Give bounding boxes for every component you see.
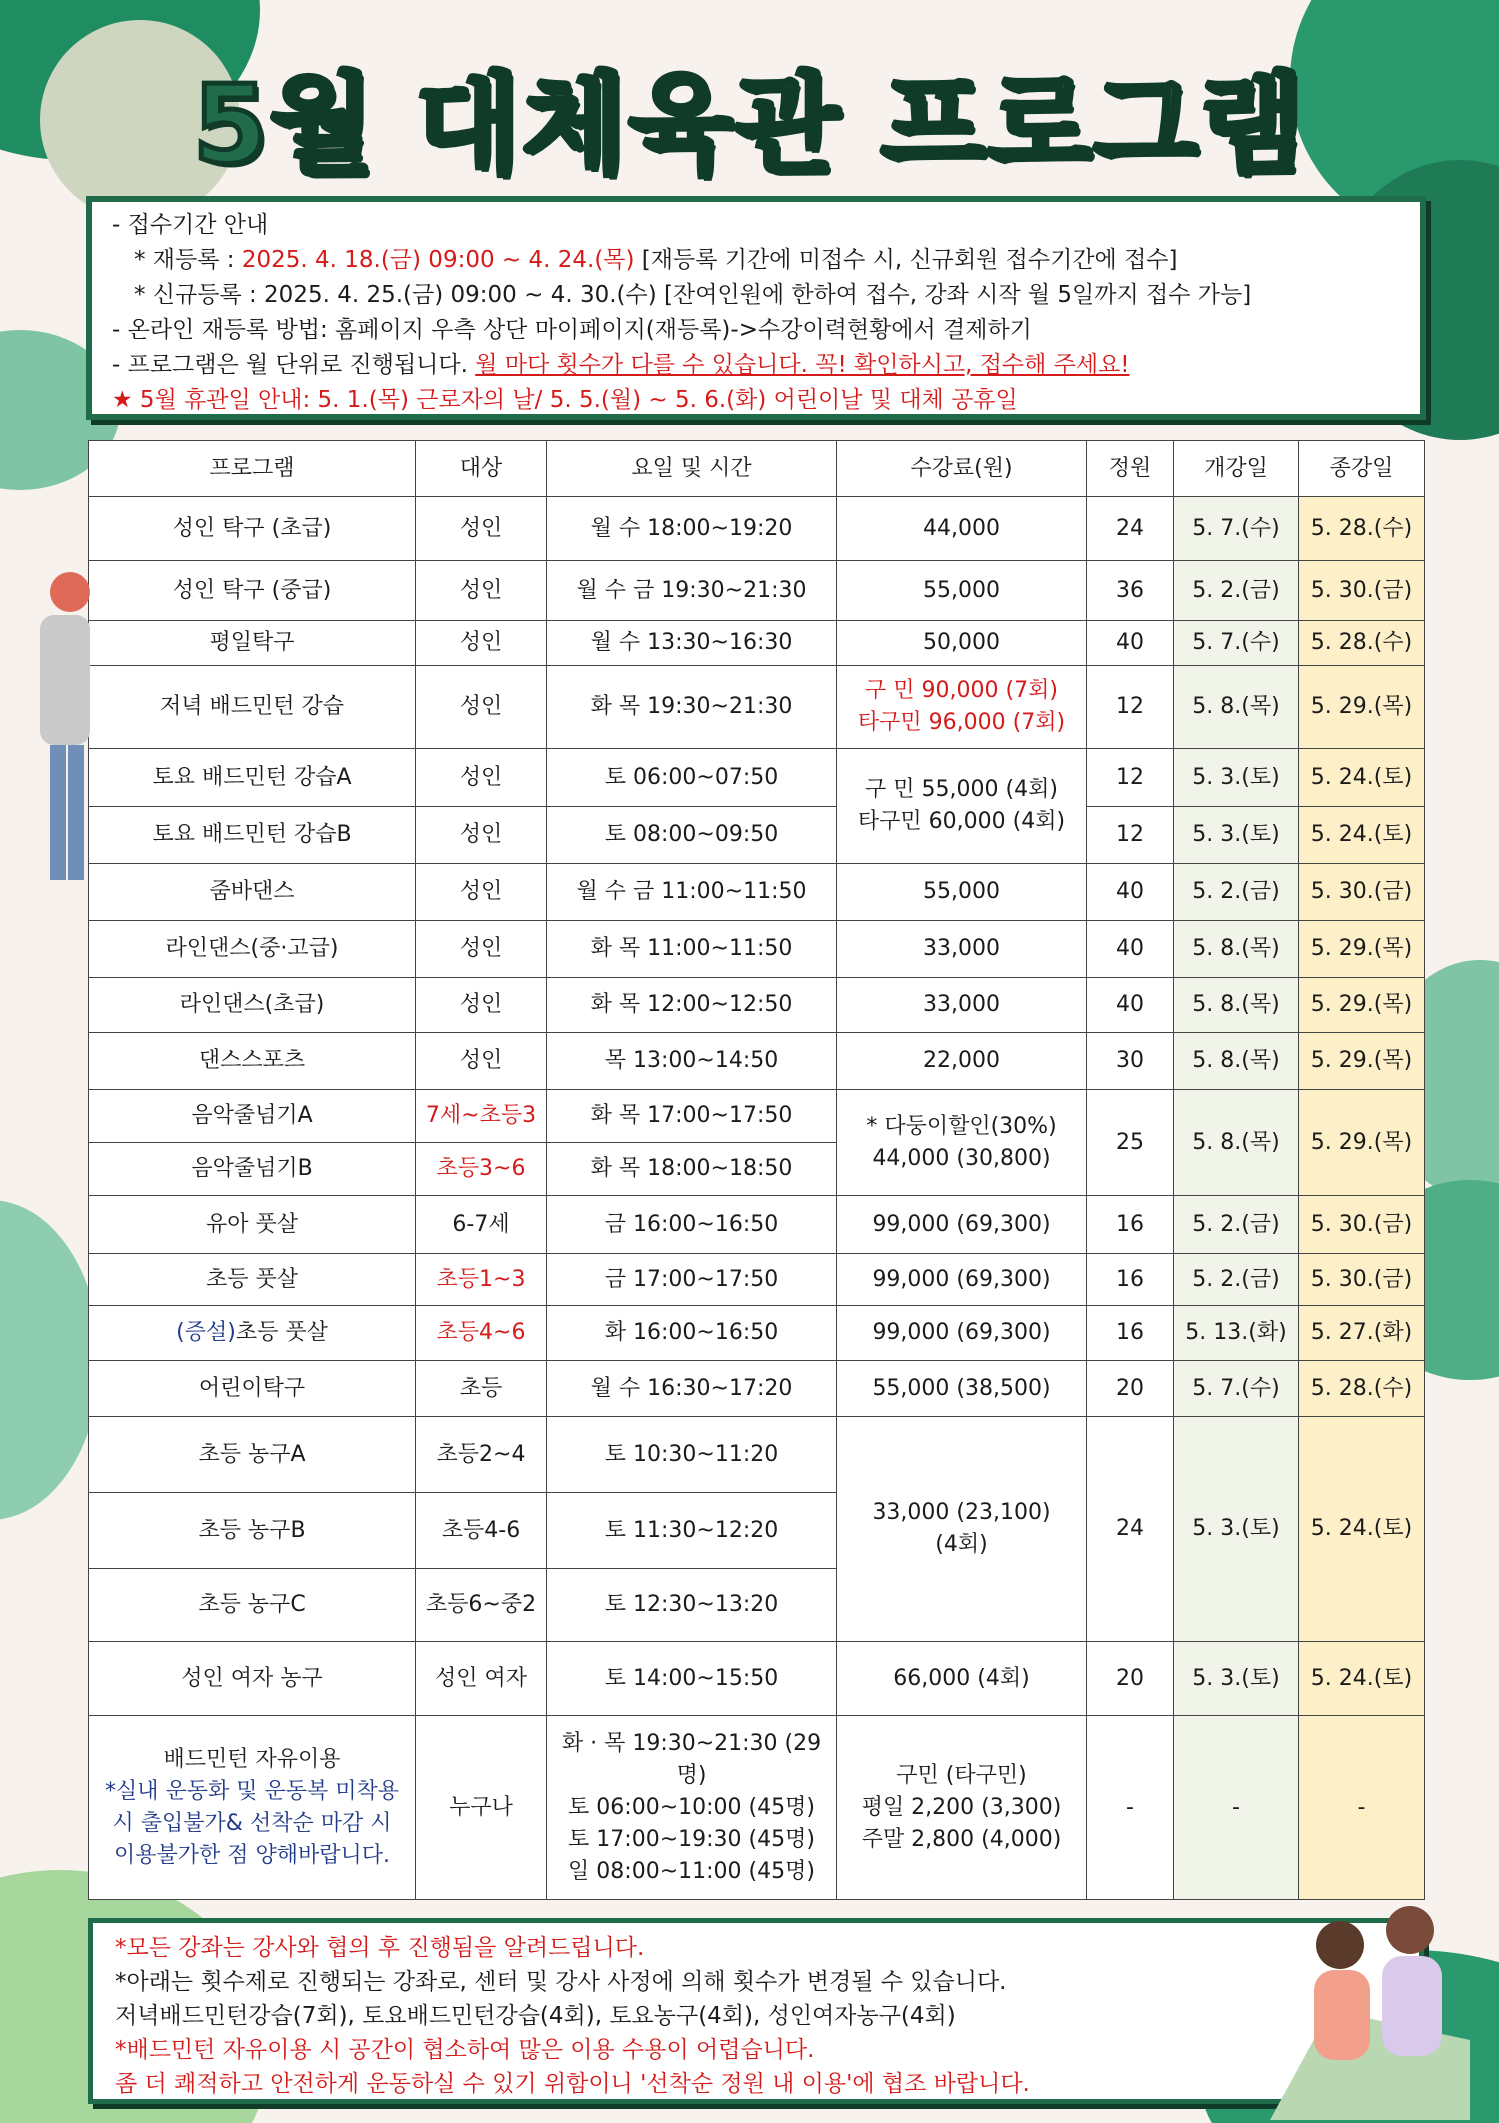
free-use-note: 이용불가한 점 양해바랍니다. — [113, 1842, 390, 1868]
header-fee: 수강료(원) — [837, 441, 1087, 497]
monthly-line — [112, 348, 1400, 383]
target-cell: 초등4~6 — [416, 1306, 547, 1361]
person-illustration — [10, 560, 90, 890]
time-cell: 목 13:00~14:50 — [547, 1033, 837, 1090]
time-cell: 화 목 12:00~12:50 — [547, 978, 837, 1033]
re-registration-date: 2025. 4. 18.(금) 09:00 ~ 4. 24.(목) — [241, 247, 635, 273]
open-date-cell: 5. 8.(목) — [1174, 1090, 1299, 1196]
time-cell: 화 목 17:00~17:50 — [547, 1090, 837, 1143]
target-cell: 성인 여자 — [416, 1642, 547, 1716]
fee-cell: 99,000 (69,300) — [837, 1254, 1087, 1306]
target-cell: 성인 — [416, 666, 547, 749]
program-cell: 유아 풋살 — [89, 1196, 416, 1254]
re-registration-label: * 재등록 : — [134, 247, 242, 273]
program-name: 초등 풋살 — [235, 1320, 328, 1345]
open-date-cell: 5. 3.(토) — [1174, 1417, 1299, 1642]
table-row — [89, 666, 1425, 749]
open-date-cell: 5. 7.(수) — [1174, 621, 1299, 666]
capacity-cell: 12 — [1087, 749, 1174, 807]
fee-nonresident: 타구민 96,000 (7회) — [857, 710, 1066, 735]
program-cell — [89, 1716, 416, 1900]
target-cell: 초등3~6 — [416, 1143, 547, 1196]
close-date-cell: 5. 29.(목) — [1299, 921, 1425, 978]
capacity-cell: - — [1087, 1716, 1174, 1900]
new-registration-line: * 신규등록 : 2025. 4. 25.(금) 09:00 ~ 4. 30.(수) [잔여인원에 한하여 접수, 강좌 시작 월 5일까지 접수 가능] — [134, 282, 1252, 308]
open-date-cell: 5. 3.(토) — [1174, 807, 1299, 864]
time-cell: 월 수 18:00~19:20 — [547, 497, 837, 561]
capacity-cell: 20 — [1087, 1642, 1174, 1716]
close-date-cell: 5. 24.(토) — [1299, 749, 1425, 807]
target-cell: 성인 — [416, 864, 547, 921]
time-cell: 금 17:00~17:50 — [547, 1254, 837, 1306]
table-row — [89, 1417, 1425, 1493]
time-cell: 월 수 금 11:00~11:50 — [547, 864, 837, 921]
fee-cell: 55,000 — [837, 864, 1087, 921]
program-cell — [89, 1306, 416, 1361]
online-registration-line: - 온라인 재등록 방법: 홈페이지 우측 상단 마이페이지(재등록)->수강이력현황에서 결제하기 — [112, 317, 1032, 343]
time-cell — [547, 1716, 837, 1900]
time-cell: 월 수 13:30~16:30 — [547, 621, 837, 666]
footer-line: *모든 강좌는 강사와 협의 후 진행됨을 알려드립니다. — [115, 1935, 645, 1961]
fee-cell: 99,000 (69,300) — [837, 1306, 1087, 1361]
time-cell: 화 목 18:00~18:50 — [547, 1143, 837, 1196]
fee-cell — [837, 666, 1087, 749]
header-capacity: 정원 — [1087, 441, 1174, 497]
program-cell: 어린이탁구 — [89, 1361, 416, 1417]
capacity-cell: 40 — [1087, 621, 1174, 666]
reception-heading: - 접수기간 안내 — [112, 212, 269, 238]
close-date-cell: 5. 29.(목) — [1299, 1033, 1425, 1090]
fee-cell: 55,000 (38,500) — [837, 1361, 1087, 1417]
fee-cell — [837, 1090, 1087, 1196]
program-cell: 라인댄스(중·고급) — [89, 921, 416, 978]
close-date-cell: - — [1299, 1716, 1425, 1900]
footer-line: 저녁배드민턴강습(7회), 토요배드민턴강습(4회), 토요농구(4회), 성인여자농구(4회) — [115, 2003, 956, 2029]
table-row — [89, 1033, 1425, 1090]
free-use-note: *실내 운동화 및 운동복 미착용 — [105, 1778, 399, 1804]
fee-cell: 55,000 — [837, 561, 1087, 621]
program-cell: 초등 풋살 — [89, 1254, 416, 1306]
notice-box — [86, 196, 1426, 420]
close-date-cell: 5. 28.(수) — [1299, 1361, 1425, 1417]
table-row — [89, 749, 1425, 807]
program-cell: 라인댄스(초급) — [89, 978, 416, 1033]
table-row — [89, 497, 1425, 561]
fee-sessions: (4회) — [935, 1532, 988, 1557]
header-program: 프로그램 — [89, 441, 416, 497]
fee-cell: 33,000 — [837, 921, 1087, 978]
program-cell: 평일탁구 — [89, 621, 416, 666]
table-row — [89, 1361, 1425, 1417]
fee-cell: 66,000 (4회) — [837, 1642, 1087, 1716]
header-time: 요일 및 시간 — [547, 441, 837, 497]
couple-illustration — [1270, 1890, 1470, 2120]
table-header-row — [89, 441, 1425, 497]
table-row — [89, 864, 1425, 921]
time-cell: 토 10:30~11:20 — [547, 1417, 837, 1493]
table-row — [89, 1090, 1425, 1143]
open-date-cell: 5. 3.(토) — [1174, 749, 1299, 807]
fee-discount-note: * 다둥이할인(30%) — [866, 1113, 1057, 1139]
time-cell: 토 11:30~12:20 — [547, 1493, 837, 1569]
target-cell: 성인 — [416, 921, 547, 978]
program-cell: 댄스스포츠 — [89, 1033, 416, 1090]
table-row — [89, 1642, 1425, 1716]
close-date-cell: 5. 24.(토) — [1299, 807, 1425, 864]
header-open-date: 개강일 — [1174, 441, 1299, 497]
fee-cell: 33,000 — [837, 978, 1087, 1033]
target-cell: 7세~초등3 — [416, 1090, 547, 1143]
close-date-cell: 5. 30.(금) — [1299, 1196, 1425, 1254]
target-cell: 성인 — [416, 1033, 547, 1090]
capacity-cell: 36 — [1087, 561, 1174, 621]
close-date-cell: 5. 28.(수) — [1299, 497, 1425, 561]
fee-cell: 99,000 (69,300) — [837, 1196, 1087, 1254]
fee-cell: 22,000 — [837, 1033, 1087, 1090]
free-use-program: 배드민턴 자유이용 — [163, 1746, 341, 1772]
close-date-cell: 5. 29.(목) — [1299, 1090, 1425, 1196]
program-cell: 저녁 배드민턴 강습 — [89, 666, 416, 749]
free-use-time: 일 08:00~11:00 (45명) — [568, 1858, 815, 1884]
page-title: 5월 대체육관 프로그램 — [192, 63, 1307, 188]
program-cell: 줌바댄스 — [89, 864, 416, 921]
capacity-cell: 20 — [1087, 1361, 1174, 1417]
table-row — [89, 1306, 1425, 1361]
program-tag-expanded: (증설) — [176, 1320, 236, 1345]
program-cell: 음악줄넘기A — [89, 1090, 416, 1143]
footer-notice-box — [88, 1918, 1424, 2104]
table-row — [89, 921, 1425, 978]
capacity-cell: 16 — [1087, 1196, 1174, 1254]
program-cell: 토요 배드민턴 강습A — [89, 749, 416, 807]
holiday-line: ★ 5월 휴관일 안내: 5. 1.(목) 근로자의 날/ 5. 5.(월) ~ 5. 6.(화) 어린이날 및 대체 공휴일 — [112, 387, 1018, 413]
close-date-cell: 5. 27.(화) — [1299, 1306, 1425, 1361]
target-cell: 초등4-6 — [416, 1493, 547, 1569]
target-cell: 성인 — [416, 497, 547, 561]
footer-line: *배드민턴 자유이용 시 공간이 협소하여 많은 이용 수용이 어렵습니다. — [115, 2037, 815, 2063]
open-date-cell: 5. 8.(목) — [1174, 1033, 1299, 1090]
capacity-cell: 30 — [1087, 1033, 1174, 1090]
target-cell: 성인 — [416, 749, 547, 807]
capacity-cell: 25 — [1087, 1090, 1174, 1196]
close-date-cell: 5. 28.(수) — [1299, 621, 1425, 666]
capacity-cell: 40 — [1087, 864, 1174, 921]
free-use-fee: 평일 2,200 (3,300) — [861, 1794, 1062, 1820]
open-date-cell: 5. 2.(금) — [1174, 864, 1299, 921]
program-cell: 초등 농구C — [89, 1569, 416, 1642]
program-cell: 초등 농구B — [89, 1493, 416, 1569]
table-row — [89, 621, 1425, 666]
close-date-cell: 5. 24.(토) — [1299, 1417, 1425, 1642]
time-cell: 화 16:00~16:50 — [547, 1306, 837, 1361]
time-cell: 토 08:00~09:50 — [547, 807, 837, 864]
footer-line: *아래는 횟수제로 진행되는 강좌로, 센터 및 강사 사정에 의해 횟수가 변경될 수 있습니다. — [115, 1969, 1007, 1995]
time-cell: 토 06:00~07:50 — [547, 749, 837, 807]
open-date-cell: - — [1174, 1716, 1299, 1900]
free-use-time: 화 · 목 19:30~21:30 (29명) — [561, 1730, 822, 1788]
program-cell: 성인 탁구 (중급) — [89, 561, 416, 621]
target-cell: 초등1~3 — [416, 1254, 547, 1306]
time-cell: 월 수 16:30~17:20 — [547, 1361, 837, 1417]
program-cell: 초등 농구A — [89, 1417, 416, 1493]
program-cell: 성인 여자 농구 — [89, 1642, 416, 1716]
fee-cell: 44,000 — [837, 497, 1087, 561]
capacity-cell: 24 — [1087, 1417, 1174, 1642]
target-cell: 성인 — [416, 978, 547, 1033]
close-date-cell: 5. 29.(목) — [1299, 978, 1425, 1033]
fee-resident: 구 민 90,000 (7회) — [865, 678, 1058, 703]
open-date-cell: 5. 8.(목) — [1174, 921, 1299, 978]
target-cell: 성인 — [416, 621, 547, 666]
capacity-cell: 12 — [1087, 666, 1174, 749]
time-cell: 토 12:30~13:20 — [547, 1569, 837, 1642]
target-cell: 6-7세 — [416, 1196, 547, 1254]
open-date-cell: 5. 13.(화) — [1174, 1306, 1299, 1361]
capacity-cell: 16 — [1087, 1306, 1174, 1361]
free-use-fee: 구민 (타구민) — [896, 1762, 1027, 1788]
target-cell: 성인 — [416, 807, 547, 864]
leaf-decoration — [0, 1200, 100, 1520]
program-cell: 토요 배드민턴 강습B — [89, 807, 416, 864]
fee-value: 44,000 (30,800) — [872, 1145, 1051, 1171]
capacity-cell: 40 — [1087, 978, 1174, 1033]
open-date-cell: 5. 8.(목) — [1174, 666, 1299, 749]
close-date-cell: 5. 30.(금) — [1299, 1254, 1425, 1306]
capacity-cell: 12 — [1087, 807, 1174, 864]
program-cell: 성인 탁구 (초급) — [89, 497, 416, 561]
fee-cell: 50,000 — [837, 621, 1087, 666]
open-date-cell: 5. 7.(수) — [1174, 1361, 1299, 1417]
table-row-free-use — [89, 1716, 1425, 1900]
time-cell: 금 16:00~16:50 — [547, 1196, 837, 1254]
time-cell: 화 목 11:00~11:50 — [547, 921, 837, 978]
monthly-prefix: - 프로그램은 월 단위로 진행됩니다. — [112, 352, 476, 378]
target-cell: 초등6~중2 — [416, 1569, 547, 1642]
open-date-cell: 5. 2.(금) — [1174, 561, 1299, 621]
free-use-time: 토 17:00~19:30 (45명) — [568, 1826, 815, 1852]
capacity-cell: 24 — [1087, 497, 1174, 561]
time-cell: 월 수 금 19:30~21:30 — [547, 561, 837, 621]
header-close-date: 종강일 — [1299, 441, 1425, 497]
close-date-cell: 5. 30.(금) — [1299, 561, 1425, 621]
table-row — [89, 561, 1425, 621]
fee-value: 33,000 (23,100) — [872, 1500, 1051, 1525]
footer-line: 좀 더 쾌적하고 안전하게 운동하실 수 있기 위함이니 '선착순 정원 내 이용'에 협조 바랍니다. — [115, 2071, 1030, 2097]
target-cell: 초등 — [416, 1361, 547, 1417]
fee-resident: 구 민 55,000 (4회) — [865, 777, 1058, 802]
re-registration-line — [112, 243, 1400, 278]
table-row — [89, 807, 1425, 864]
target-cell: 성인 — [416, 561, 547, 621]
fee-cell — [837, 1417, 1087, 1642]
monthly-warning: 월 마다 횟수가 다를 수 있습니다. 꼭! 확인하시고, 접수해 주세요! — [475, 352, 1130, 378]
capacity-cell: 16 — [1087, 1254, 1174, 1306]
fee-cell — [837, 1716, 1087, 1900]
capacity-cell: 40 — [1087, 921, 1174, 978]
close-date-cell: 5. 30.(금) — [1299, 864, 1425, 921]
target-cell: 누구나 — [416, 1716, 547, 1900]
table-row — [89, 1196, 1425, 1254]
target-cell: 초등2~4 — [416, 1417, 547, 1493]
open-date-cell: 5. 2.(금) — [1174, 1254, 1299, 1306]
open-date-cell: 5. 2.(금) — [1174, 1196, 1299, 1254]
header-target: 대상 — [416, 441, 547, 497]
table-row — [89, 978, 1425, 1033]
program-schedule-table — [88, 440, 1425, 1900]
open-date-cell: 5. 7.(수) — [1174, 497, 1299, 561]
fee-cell — [837, 749, 1087, 864]
table-row — [89, 1254, 1425, 1306]
close-date-cell: 5. 24.(토) — [1299, 1642, 1425, 1716]
program-cell: 음악줄넘기B — [89, 1143, 416, 1196]
fee-nonresident: 타구민 60,000 (4회) — [857, 809, 1066, 834]
open-date-cell: 5. 8.(목) — [1174, 978, 1299, 1033]
free-use-fee: 주말 2,800 (4,000) — [861, 1826, 1062, 1852]
close-date-cell: 5. 29.(목) — [1299, 666, 1425, 749]
free-use-time: 토 06:00~10:00 (45명) — [568, 1794, 815, 1820]
time-cell: 화 목 19:30~21:30 — [547, 666, 837, 749]
re-registration-note: [재등록 기간에 미접수 시, 신규회원 접수기간에 접수] — [634, 247, 1178, 273]
free-use-note: 시 출입불가& 선착순 마감 시 — [112, 1810, 392, 1836]
open-date-cell: 5. 3.(토) — [1174, 1642, 1299, 1716]
time-cell: 토 14:00~15:50 — [547, 1642, 837, 1716]
